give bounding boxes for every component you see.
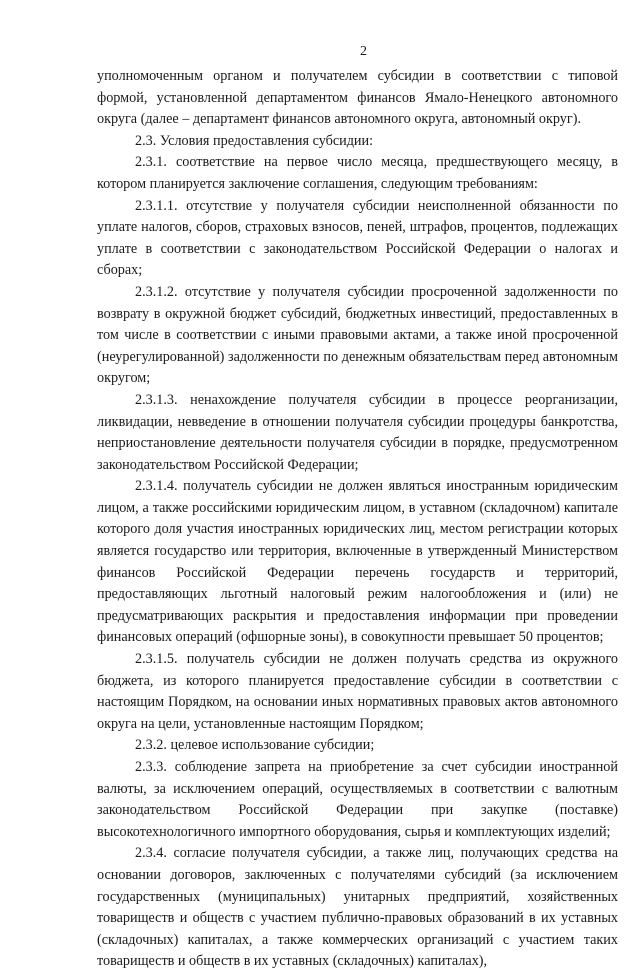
- paragraph-2-3-1-4: 2.3.1.4. получатель субсидии не должен являться иностранным юридическим лицом, а также российскими юридическим лицом, в уставном (складочном) капитале которого доля участия иностранных юридических лиц, местом регистрации которых является государство или территория, включенные в утвержденный Министерством финансов Российской Федерации перечень государств и территорий, предоставляющих льготный налоговый режим налогообложения и (или) не предусматривающих раскрытия и предоставления информации при проведении финансовых операций (офшорные зоны), в совокупности превышает 50 процентов;: [97, 478, 618, 646]
- paragraph-2-3-1-2: 2.3.1.2. отсутствие у получателя субсидии просроченной задолженности по возврату в окружной бюджет субсидий, бюджетных инвестиций, предоставленных в том числе в соответствии с иными правовыми актами, а также иной просроченной (неурегулированной) задолженности по денежным обязательствам перед автономным округом;: [97, 283, 618, 387]
- paragraph-2-3-2: 2.3.2. целевое использование субсидии;: [135, 737, 375, 754]
- paragraph-2-3-1: 2.3.1. соответствие на первое число месяца, предшествующего месяцу, в котором планируется заключение соглашения, следующим требованиям:: [97, 154, 618, 192]
- page-number: 2: [360, 44, 367, 59]
- paragraph-2-3-1-5: 2.3.1.5. получатель субсидии не должен получать средства из окружного бюджета, из которого планируется предоставление субсидии в соответствии с настоящим Порядком, на основании иных нормативных правовых актов автономного округа на цели, установленные настоящим Порядком;: [97, 651, 618, 732]
- paragraph-2-3-3: 2.3.3. соблюдение запрета на приобретение за счет субсидии иностранной валюты, за исключением операций, осуществляемых в соответствии с валютным законодательством Российской Федерации при закупке (поставке) высокотехнологичного импортного оборудования, сырья и комплектующих изделий;: [97, 759, 618, 840]
- paragraph-2-3: 2.3. Условия предоставления субсидии:: [135, 132, 374, 149]
- document-body: [97, 66, 618, 973]
- paragraph-2-3-1-3: 2.3.1.3. ненахождение получателя субсидии в процессе реорганизации, ликвидации, невведение в отношении получателя субсидии процедуры банкротства, неприостановление деятельности получателя субсидии в порядке, предусмотренном законодательством Российской Федерации;: [97, 391, 618, 473]
- paragraph-2-3-4: 2.3.4. согласие получателя субсидии, а также лиц, получающих средства на основании договоров, заключенных с получателями субсидий (за исключением государственных (муниципальных) унитарных предприятий, хозяйственных товариществ и обществ с участием публично-правовых образований в их уставных (складочных) капиталах, а также коммерческих организаций с участием таких товариществ и обществ в их уставных (складочных) капиталах),: [97, 845, 618, 970]
- paragraph-intro: уполномоченным органом и получателем субсидии в соответствии с типовой формой, установленной департаментом финансов Ямало-Ненецкого автономного округа (далее – департамент финансов автономного округа, автономный округ).: [97, 68, 618, 128]
- paragraph-2-3-1-1: 2.3.1.1. отсутствие у получателя субсидии неисполненной обязанности по уплате налогов, сборов, страховых взносов, пеней, штрафов, процентов, подлежащих уплате в соответствии с законодательством Российской Федерации о налогах и сборах;: [97, 197, 618, 279]
